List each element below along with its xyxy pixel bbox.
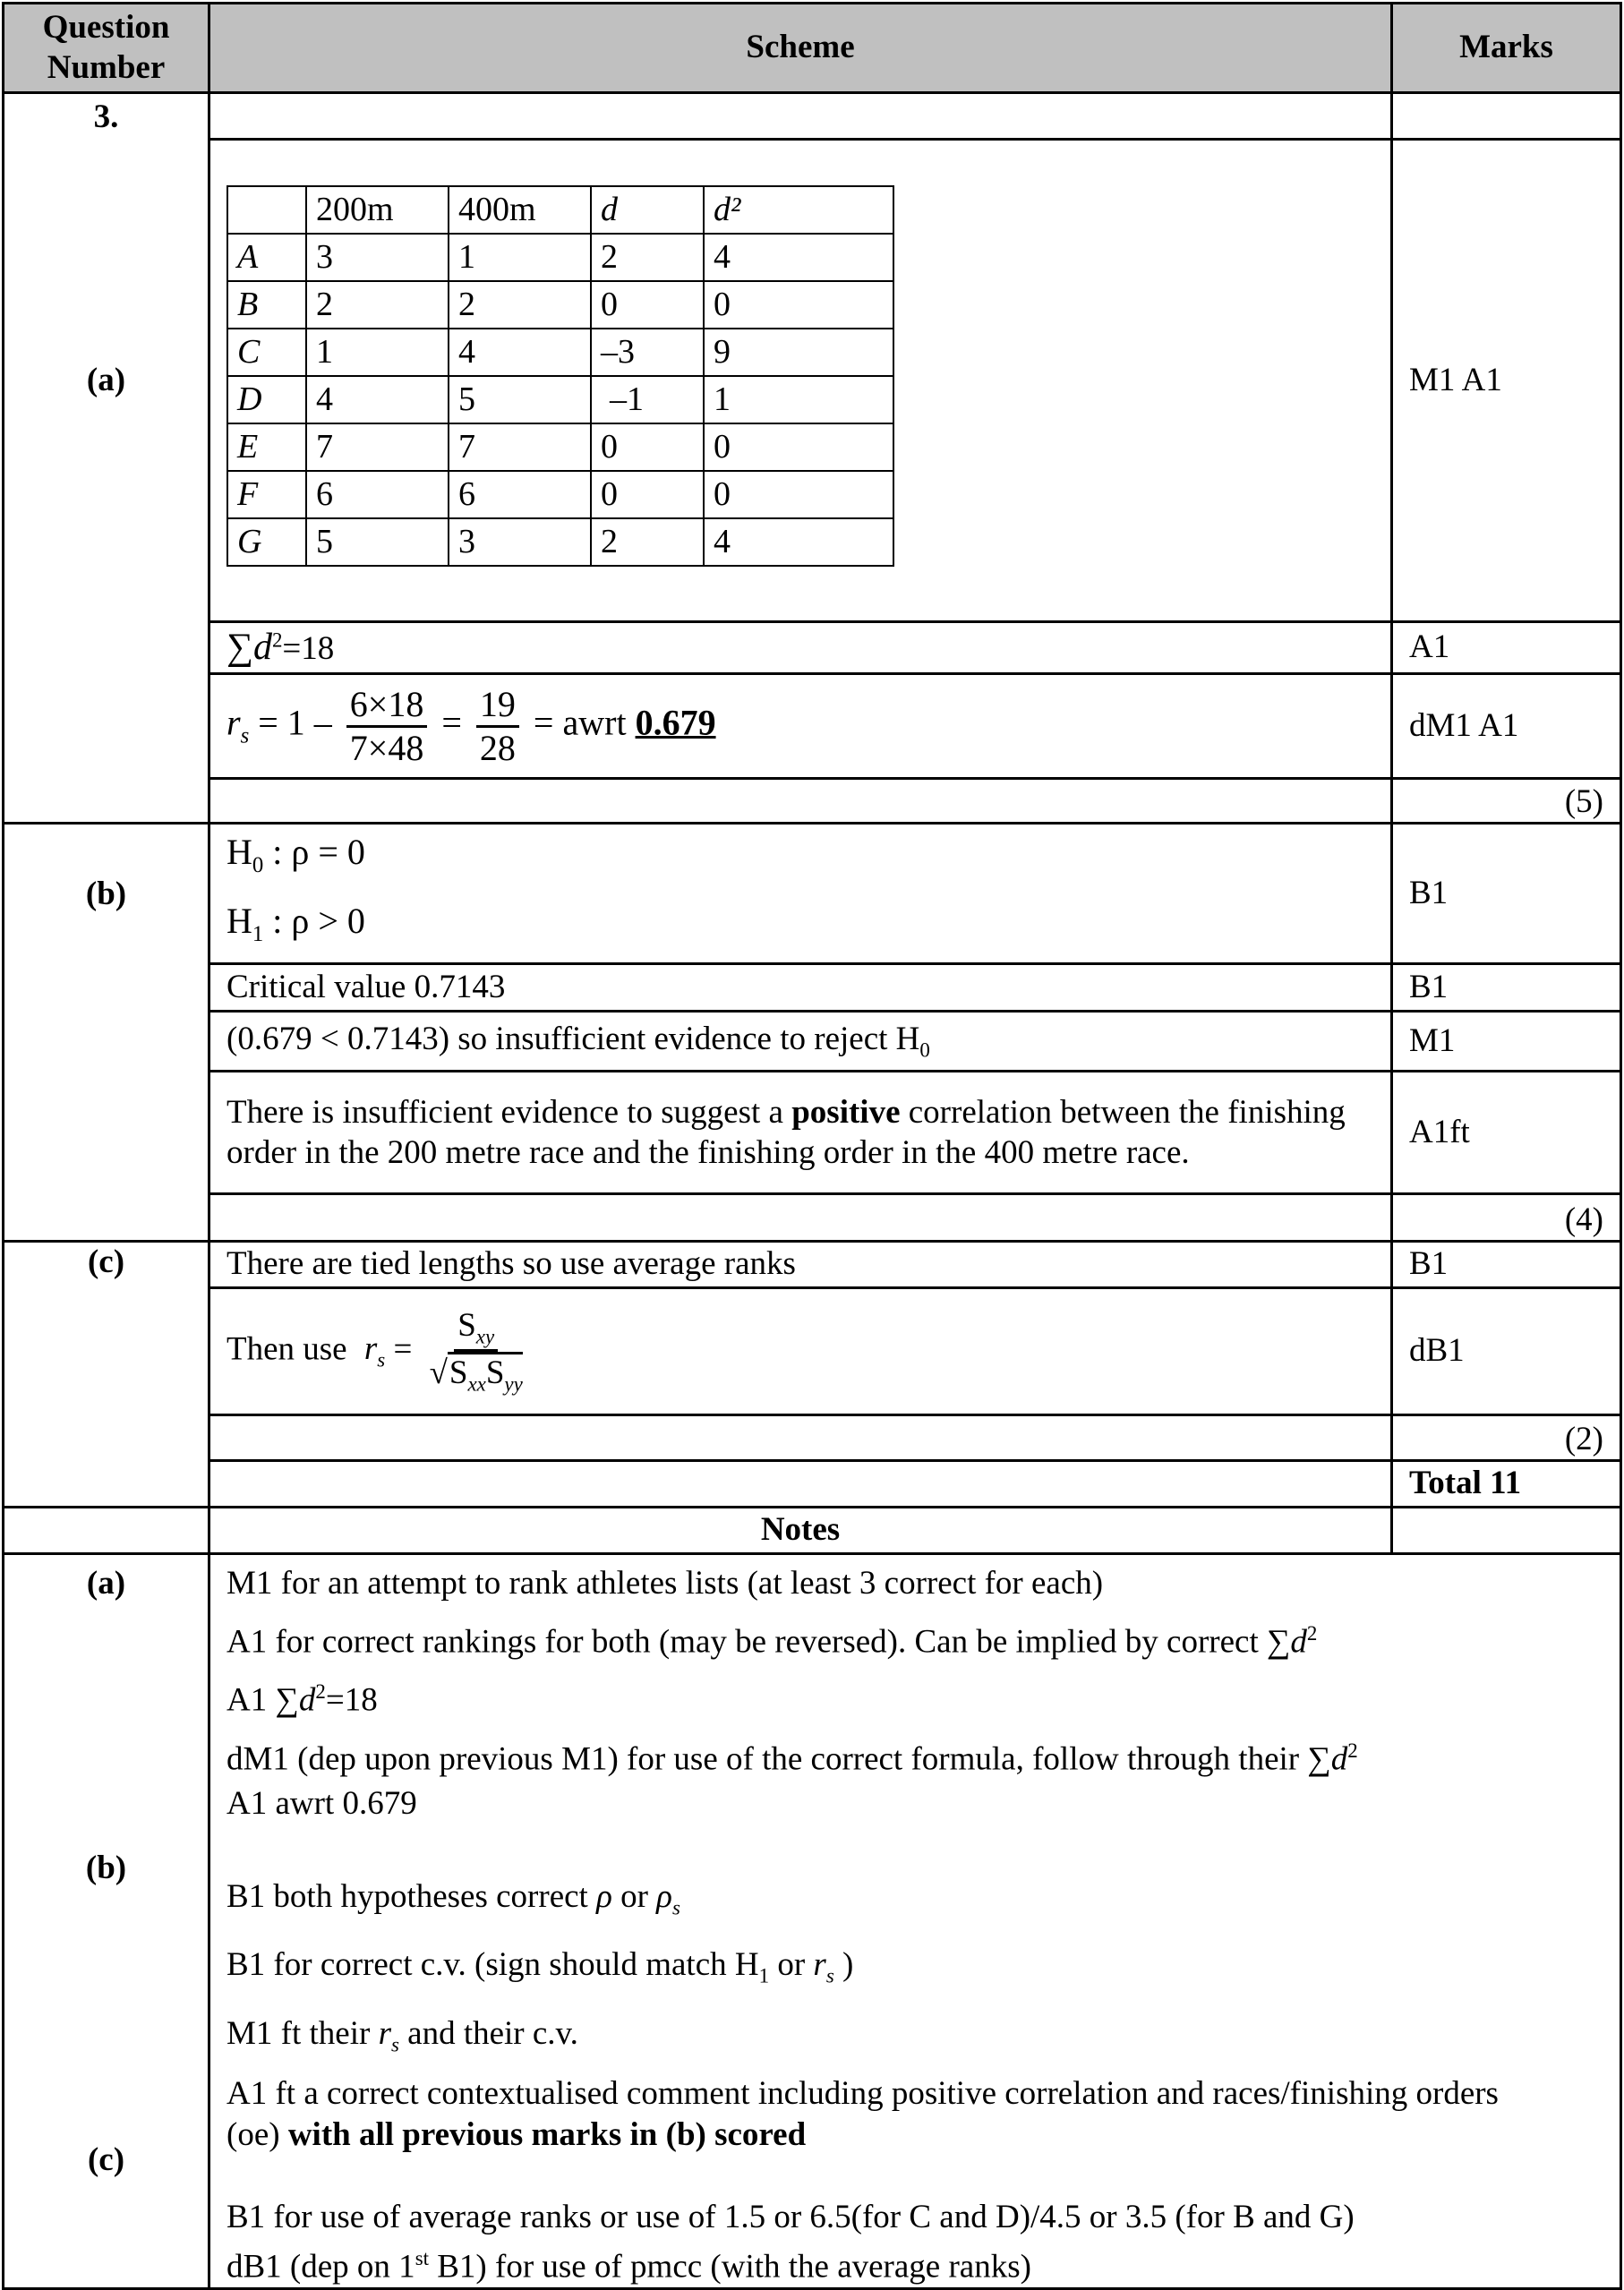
sum-d2-marks: A1 [1392,622,1621,674]
h1: $H_1$ : ρ > 0 [227,901,365,946]
question-number: 3. [4,93,209,140]
rs-value: 0.679 [635,702,716,743]
conclusion-marks: A1ft [1392,1072,1621,1194]
notes-header-row [4,1508,1621,1554]
pmcc-formula: Then use $r_s$ = $\frac{S_{xy}}{√S_{xx}S_{yy}}$ [209,1288,1392,1415]
notes-labels: (a) (b) (c) [4,1554,209,2289]
table-row: G 5 3 2 4 [227,518,893,566]
compare-row [4,1012,1621,1072]
header-scheme: Scheme [209,4,1392,93]
notes-part-a: M1 for an attempt to rank athletes lists (at least 3 correct for each) A1 for correct rankings for both (may be reversed). Can be implied by correct $\sum d^2$ A1 $\sum d^2=18$ dM1 (dep upon previous M1) for use of the correct formula, follow through their $\sum d^2$ A1 awrt 0.679 [227,1565,1358,1822]
pmcc-fraction: $\frac{S_{xy}}{√S_{xx}S_{yy}}$ [429,1306,523,1395]
part-c-subtotal-row [4,1415,1621,1461]
part-c-label: (c) [4,1242,209,1288]
compare: (0.679 < 0.7143) so insufficient evidence to reject $H_0$ [209,1012,1392,1072]
table-row: A 3 1 2 4 [227,234,893,281]
header-question-number: Question Number [4,4,209,93]
header-row [4,4,1621,93]
part-b-hypotheses-row [4,824,1621,964]
notes-part-b: B1 both hypotheses correct ρ or $\rho_s$ B1 for correct c.v. (sign should match $H_1$ or $r_s$ ) M1 ft their $r_s$ and their c.v. A1 ft a correct contextualised comment including positive correlation and races/finishing orders (oe) with all previous marks in (b) scored [227,1877,1499,2154]
total-marks: Total 11 [1392,1461,1621,1508]
rank-table [227,185,894,567]
part-a-label: (a) [4,140,209,622]
rs-row [4,674,1621,779]
conclusion-row [4,1072,1621,1194]
table-row: B 2 2 0 0 [227,281,893,329]
h0: $H_0$ : ρ = 0 [227,832,365,877]
rs-fraction-2: $\frac{19}{28}$ [476,684,519,769]
rank-table-header: 200m 400m d d² [227,186,893,234]
total-row [4,1461,1621,1508]
table-row: D 4 5 –1 1 [227,376,893,423]
critical-value-marks: B1 [1392,964,1621,1012]
part-b-label: (b) [4,824,209,964]
part-c-tied-row [4,1242,1621,1288]
tied-ranks-marks: B1 [1392,1242,1621,1288]
mark-scheme-table [2,2,1622,2290]
pmcc-marks: dB1 [1392,1288,1621,1415]
sum-d2-row [4,622,1621,674]
table-row: F 6 6 0 0 [227,471,893,518]
table-row: E 7 7 0 0 [227,423,893,471]
part-b-subtotal: (4) [1392,1194,1621,1242]
pmcc-row [4,1288,1621,1415]
compare-marks: M1 [1392,1012,1621,1072]
critical-value: Critical value 0.7143 [209,964,1392,1012]
rs-marks: dM1 A1 [1392,674,1621,779]
notes-title: Notes [209,1508,1392,1554]
sum-d2: $\sum d^2=18$ [209,622,1392,674]
tied-ranks: There are tied lengths so use average ranks [209,1242,1392,1288]
rs-formula: $r_s = 1$ – $\frac{6\times 18}{7\times 48}$ = $\frac{19}{28}$ = awrt 0.679 [209,674,1392,779]
header-marks: Marks [1392,4,1621,93]
notes-content [209,1554,1621,2289]
question-row [4,93,1621,140]
part-a-subtotal-row [4,779,1621,824]
table-row: C 1 4 –3 9 [227,329,893,376]
critical-value-row [4,964,1621,1012]
part-b-subtotal-row [4,1194,1621,1242]
part-c-subtotal: (2) [1392,1415,1621,1461]
part-a-table-row [4,140,1621,622]
rs-fraction-1: $\frac{6\times 18}{7\times 48}$ [346,684,428,769]
hypotheses-marks: B1 [1392,824,1621,964]
part-a-table-marks: M1 A1 [1392,140,1621,622]
conclusion: There is insufficient evidence to suggest a positive correlation between the finishing order in the 200 metre race and the finishing order in the 400 metre race. [209,1072,1392,1194]
part-a-subtotal: (5) [1392,779,1621,824]
notes-body-row [4,1554,1621,2289]
hypotheses [209,824,1392,964]
notes-part-c: B1 for use of average ranks or use of 1.5 or 6.5(for C and D)/4.5 or 3.5 (for B and G) dB1 (dep on 1st B1) for use of pmcc (with the average ranks) [227,2199,1355,2286]
